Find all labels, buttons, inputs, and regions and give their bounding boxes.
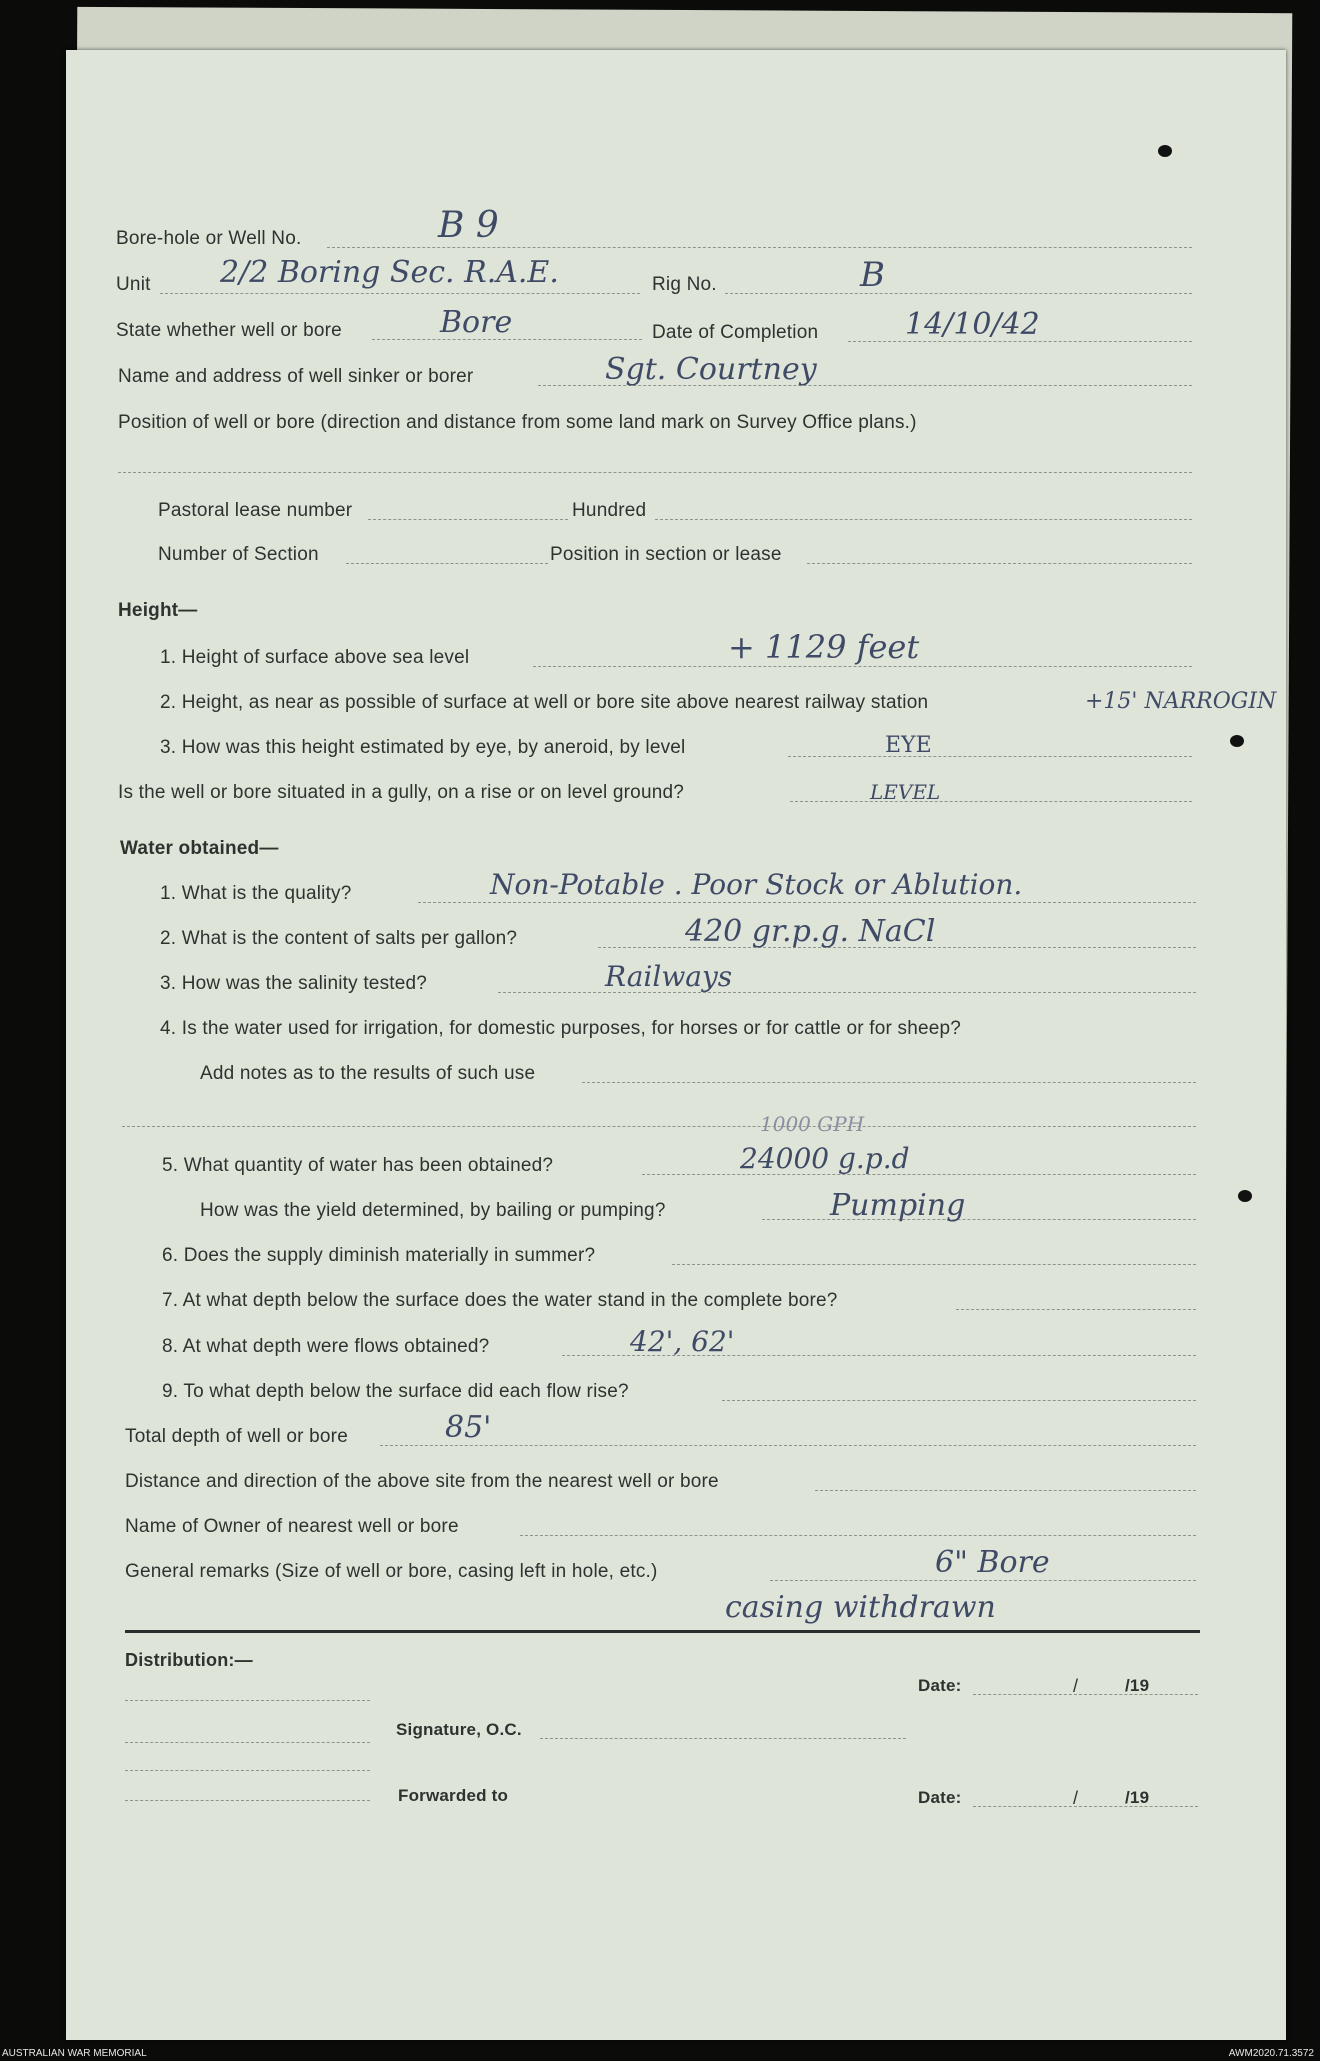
height-q1-value: + 1129 feet (728, 628, 920, 666)
yield-line (762, 1219, 1196, 1220)
punch-hole-1 (1158, 145, 1172, 157)
signature-label: Signature, O.C. (396, 1720, 522, 1739)
distribution-line-4 (125, 1800, 370, 1801)
borehole-line (327, 247, 1192, 248)
footer-left: AUSTRALIAN WAR MEMORIAL (2, 2048, 147, 2059)
height-q2-label: 2. Height, as near as possible of surface at well or bore site above nearest railway station (160, 692, 929, 713)
gully-label: Is the well or bore situated in a gully, on a rise or on level ground? (118, 782, 685, 803)
borehole-value: B 9 (438, 205, 499, 246)
distribution-heading: Distribution:— (125, 1650, 253, 1670)
forwarded-label: Forwarded to (398, 1786, 509, 1805)
state-label: State whether well or bore (116, 320, 342, 341)
date-slash-2: / (1073, 1788, 1079, 1808)
water-q4-notes-label: Add notes as to the results of such use (200, 1063, 536, 1084)
owner-line (520, 1535, 1196, 1536)
position-label: Position of well or bore (direction and distance from some land mark on Survey Office plans.) (118, 412, 917, 433)
water-q2-label: 2. What is the content of salts per gallon? (160, 928, 518, 949)
height-q1-label: 1. Height of surface above sea level (160, 647, 470, 668)
hundred-line (655, 519, 1192, 520)
yield-label: How was the yield determined, by bailing or pumping? (200, 1200, 666, 1221)
hundred-label: Hundred (572, 500, 647, 521)
distance-line (815, 1490, 1196, 1491)
distribution-line-1 (125, 1700, 370, 1701)
water-heading: Water obtained— (120, 838, 279, 859)
date-label-2: Date: (918, 1788, 962, 1807)
section-rule (125, 1630, 1200, 1633)
water-q5-label: 5. What quantity of water has been obtained? (162, 1155, 554, 1176)
remarks-line (770, 1580, 1196, 1581)
water-q9-line (722, 1400, 1196, 1401)
height-q2-value: +15' NARROGIN (1085, 689, 1277, 714)
unit-line (160, 293, 640, 294)
height-heading: Height— (118, 600, 198, 621)
water-q5-value: 24000 g.p.d (740, 1142, 910, 1175)
water-q3-value: Railways (605, 960, 733, 993)
water-q8-value: 42', 62' (630, 1325, 735, 1358)
rig-label: Rig No. (652, 274, 717, 295)
date-slash-1: / (1073, 1676, 1079, 1696)
pastoral-line (368, 519, 568, 520)
water-q3-line (498, 992, 1196, 993)
date-line-2 (973, 1806, 1198, 1807)
water-q2-value: 420 gr.p.g. NaCl (685, 914, 936, 949)
water-q5-note: 1000 GPH (760, 1112, 865, 1136)
water-q4-notes-line (582, 1082, 1196, 1083)
water-q9-label: 9. To what depth below the surface did each flow rise? (162, 1381, 629, 1402)
distribution-line-3 (125, 1770, 370, 1771)
height-q1-line (533, 666, 1192, 667)
date-label-1: Date: (918, 1676, 962, 1695)
rig-value: B (860, 255, 885, 295)
water-q1-line (418, 902, 1196, 903)
unit-value: 2/2 Boring Sec. R.A.E. (220, 255, 559, 290)
signature-line (540, 1738, 906, 1739)
remarks-value1: 6" Bore (935, 1545, 1050, 1580)
position-line (118, 472, 1192, 473)
position-section-label: Position in section or lease (550, 544, 782, 565)
gully-value: LEVEL (870, 780, 941, 804)
section-label: Number of Section (158, 544, 319, 565)
completion-label: Date of Completion (652, 322, 819, 343)
water-q1-value: Non-Potable . Poor Stock or Ablution. (490, 868, 1023, 901)
total-value: 85' (445, 1410, 492, 1445)
punch-hole-3 (1238, 1190, 1252, 1202)
height-q3-line (788, 756, 1192, 757)
total-line (380, 1445, 1196, 1446)
punch-hole-2 (1230, 735, 1244, 747)
water-q6-label: 6. Does the supply diminish materially in summer? (162, 1245, 596, 1266)
sinker-value: Sgt. Courtney (605, 352, 817, 387)
water-q4-label: 4. Is the water used for irrigation, for domestic purposes, for horses or for cattle or for sheep? (160, 1018, 962, 1039)
yield-value: Pumping (830, 1188, 966, 1223)
height-q3-label: 3. How was this height estimated by eye, by aneroid, by level (160, 737, 686, 758)
date-line-1 (973, 1694, 1198, 1695)
rig-line (725, 293, 1192, 294)
owner-label: Name of Owner of nearest well or bore (125, 1516, 459, 1537)
water-q4-line2 (122, 1126, 1196, 1127)
footer-right: AWM2020.71.3572 (1228, 2048, 1314, 2059)
sinker-label: Name and address of well sinker or borer (118, 366, 474, 387)
water-q6-line (672, 1264, 1196, 1265)
pastoral-label: Pastoral lease number (158, 500, 353, 521)
unit-label: Unit (116, 274, 151, 295)
borehole-label: Bore-hole or Well No. (116, 228, 302, 249)
date-year-1: /19 (1125, 1676, 1150, 1695)
remarks-value2: casing withdrawn (725, 1590, 996, 1625)
gully-line (790, 801, 1192, 802)
water-q1-label: 1. What is the quality? (160, 883, 352, 904)
water-q7-line (956, 1309, 1196, 1310)
completion-value: 14/10/42 (905, 307, 1040, 342)
water-q8-label: 8. At what depth were flows obtained? (162, 1336, 490, 1357)
water-q3-label: 3. How was the salinity tested? (160, 973, 428, 994)
distance-label: Distance and direction of the above site from the nearest well or bore (125, 1471, 719, 1492)
water-q5-line (642, 1174, 1196, 1175)
position-section-line (807, 563, 1192, 564)
section-line (346, 563, 548, 564)
date-year-2: /19 (1125, 1788, 1150, 1807)
state-value: Bore (440, 305, 513, 340)
remarks-label: General remarks (Size of well or bore, casing left in hole, etc.) (125, 1561, 658, 1582)
distribution-line-2 (125, 1742, 370, 1743)
height-q3-value: EYE (885, 733, 932, 758)
water-q7-label: 7. At what depth below the surface does the water stand in the complete bore? (162, 1290, 838, 1311)
total-label: Total depth of well or bore (125, 1426, 348, 1447)
